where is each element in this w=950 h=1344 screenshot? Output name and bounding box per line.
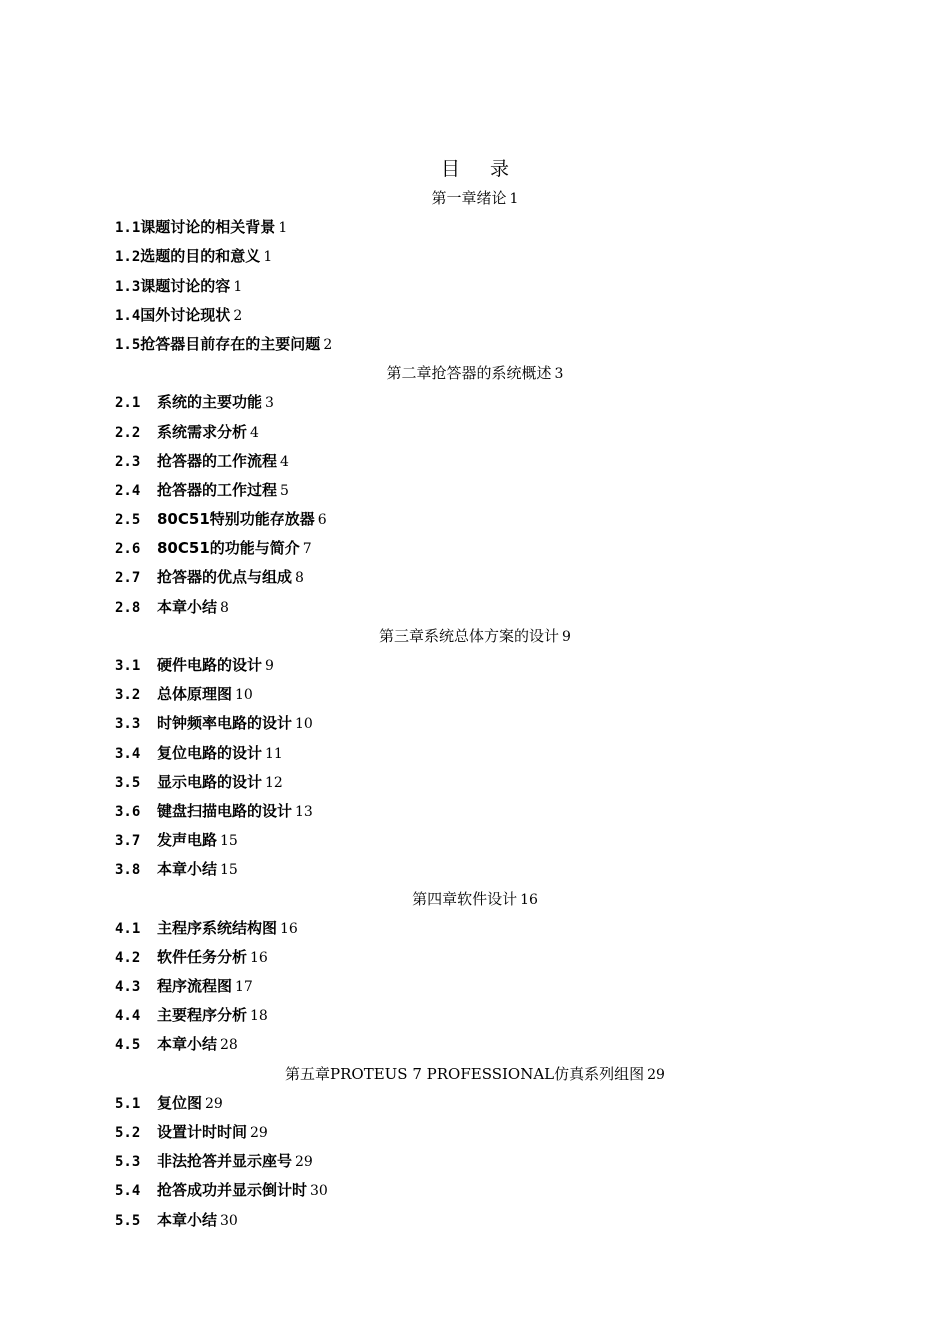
section-title: 抢答器的工作过程 xyxy=(157,480,278,499)
page-number: 16 xyxy=(280,920,298,937)
page-number: 29 xyxy=(205,1095,223,1112)
section-number: 5.4 xyxy=(115,1183,141,1200)
chapter-title: 第二章抢答器的系统概述 xyxy=(386,364,552,383)
page-number: 5 xyxy=(280,482,289,499)
section-number: 3.6 xyxy=(115,803,141,820)
section-title: 设置计时时间 xyxy=(157,1123,248,1141)
toc-section-entry[interactable] xyxy=(0,418,950,447)
toc-section-entry[interactable] xyxy=(0,213,950,242)
toc-section-entry[interactable] xyxy=(0,1176,950,1205)
toc-section-entry[interactable] xyxy=(0,388,950,417)
toc-chapter-entry[interactable] xyxy=(0,359,950,388)
toc-chapter-entry[interactable] xyxy=(0,1060,950,1089)
toc-section-entry[interactable] xyxy=(0,1206,950,1235)
page-number: 9 xyxy=(562,628,571,645)
section-title: 系统的主要功能 xyxy=(157,393,263,412)
section-title: 本章小结 xyxy=(157,1210,218,1229)
section-title: 选题的目的和意义 xyxy=(140,247,261,266)
page-number: 13 xyxy=(295,803,313,820)
section-title: 软件任务分析 xyxy=(157,947,248,966)
section-number: 2.5 xyxy=(115,512,141,529)
page-number: 1 xyxy=(263,249,273,266)
section-number: 3.7 xyxy=(115,833,141,850)
chapter-title: 第五章PROTEUS 7 PROFESSIONAL仿真系列组图 xyxy=(285,1064,645,1083)
chapter-title: 第四章软件设计 xyxy=(412,889,518,908)
section-title: 抢答器的优点与组成 xyxy=(157,568,293,587)
page-number: 12 xyxy=(265,774,283,791)
section-title: 复位电路的设计 xyxy=(157,743,263,762)
page-number: 9 xyxy=(265,658,274,674)
page-number: 8 xyxy=(220,599,229,616)
page-number: 4 xyxy=(250,424,259,441)
toc-chapter-entry[interactable] xyxy=(0,622,950,651)
section-number: 1.2 xyxy=(115,249,141,266)
toc-section-entry[interactable] xyxy=(0,1089,950,1118)
section-number: 5.1 xyxy=(115,1095,141,1112)
section-title: 时钟频率电路的设计 xyxy=(157,714,293,733)
toc-section-entry[interactable] xyxy=(0,680,950,709)
section-number: 1.5 xyxy=(115,336,141,353)
toc-section-entry[interactable] xyxy=(0,1147,950,1176)
section-title: 总体原理图 xyxy=(157,685,233,704)
section-number: 2.8 xyxy=(115,599,141,616)
section-number: 2.6 xyxy=(115,541,141,558)
page-number: 30 xyxy=(220,1212,238,1229)
page-number: 17 xyxy=(235,979,253,996)
toc-section-entry[interactable] xyxy=(0,505,950,534)
chapter-title: 第三章系统总体方案的设计 xyxy=(379,626,560,645)
page-number: 10 xyxy=(295,716,313,733)
section-number: 4.5 xyxy=(115,1037,141,1054)
section-number: 3.1 xyxy=(115,658,141,674)
section-number: 1.3 xyxy=(115,278,141,295)
page-number: 2 xyxy=(323,336,333,353)
toc-section-entry[interactable] xyxy=(0,709,950,738)
section-number: 3.5 xyxy=(115,774,141,791)
section-number: 4.3 xyxy=(115,979,141,996)
toc-section-entry[interactable] xyxy=(0,1001,950,1030)
page-number: 2 xyxy=(233,307,243,324)
toc-section-entry[interactable] xyxy=(0,943,950,972)
section-title: 键盘扫描电路的设计 xyxy=(157,801,293,820)
section-number: 2.2 xyxy=(115,424,141,441)
page-number: 28 xyxy=(220,1037,238,1054)
section-title: 抢答器目前存在的主要问题 xyxy=(140,334,321,353)
page-number: 10 xyxy=(235,687,253,704)
toc-section-entry[interactable] xyxy=(0,1030,950,1059)
section-number: 3.2 xyxy=(115,687,141,704)
toc-section-entry[interactable] xyxy=(0,593,950,622)
toc-section-entry[interactable] xyxy=(0,301,950,330)
page-number: 3 xyxy=(554,366,564,383)
page-number: 30 xyxy=(310,1183,328,1200)
section-title: 抢答器的工作流程 xyxy=(157,451,278,470)
section-title: 本章小结 xyxy=(157,597,218,616)
section-title: 80C51特别功能存放器 xyxy=(157,510,315,529)
page-number: 1 xyxy=(509,191,519,207)
page-number: 29 xyxy=(647,1066,665,1083)
section-number: 4.4 xyxy=(115,1008,141,1025)
section-title: 显示电路的设计 xyxy=(157,772,263,791)
page-number: 1 xyxy=(233,278,243,295)
toc-section-entry[interactable] xyxy=(0,563,950,592)
page-number: 8 xyxy=(295,570,304,587)
section-title: 抢答成功并显示倒计时 xyxy=(157,1181,308,1200)
page-number: 15 xyxy=(220,862,238,879)
section-title: 国外讨论现状 xyxy=(140,305,231,324)
toc-section-entry[interactable] xyxy=(0,272,950,301)
toc-section-entry[interactable] xyxy=(0,855,950,884)
page-number: 29 xyxy=(295,1154,313,1171)
section-number: 1.1 xyxy=(115,220,141,237)
section-title: 程序流程图 xyxy=(157,977,233,996)
section-number: 2.1 xyxy=(115,395,141,412)
page-number: 7 xyxy=(302,541,312,558)
section-title: 硬件电路的设计 xyxy=(157,656,263,674)
section-title: 课题讨论的相关背景 xyxy=(140,218,276,237)
toc-section-entry[interactable] xyxy=(0,447,950,476)
toc-section-entry[interactable] xyxy=(0,534,950,563)
section-title: 本章小结 xyxy=(157,1035,218,1054)
toc-section-entry[interactable] xyxy=(0,476,950,505)
chapter-title: 第一章绪论 xyxy=(431,189,507,207)
page-number: 16 xyxy=(520,891,538,908)
toc-chapter-entry[interactable] xyxy=(0,184,950,213)
toc-section-entry[interactable] xyxy=(0,768,950,797)
page-number: 4 xyxy=(280,453,289,470)
section-title: 课题讨论的容 xyxy=(140,276,231,295)
section-number: 3.4 xyxy=(115,745,141,762)
toc-section-entry[interactable] xyxy=(0,1118,950,1147)
section-number: 2.7 xyxy=(115,570,141,587)
section-title: 非法抢答并显示座号 xyxy=(157,1152,293,1171)
page-number: 15 xyxy=(220,833,238,850)
page-number: 3 xyxy=(265,395,274,412)
section-title: 主程序系统结构图 xyxy=(157,918,278,937)
page-number: 18 xyxy=(250,1008,268,1025)
section-number: 5.3 xyxy=(115,1154,141,1171)
toc-section-entry[interactable] xyxy=(0,330,950,359)
section-number: 2.3 xyxy=(115,453,141,470)
section-number: 2.4 xyxy=(115,482,141,499)
toc-section-entry[interactable] xyxy=(0,826,950,855)
toc-section-entry[interactable] xyxy=(0,972,950,1001)
section-title: 系统需求分析 xyxy=(157,422,248,441)
toc-section-entry[interactable] xyxy=(0,242,950,271)
toc-section-entry[interactable] xyxy=(0,914,950,943)
section-title: 80C51的功能与简介 xyxy=(157,539,300,558)
section-title: 主要程序分析 xyxy=(157,1006,248,1025)
toc-section-entry[interactable] xyxy=(0,739,950,768)
table-of-contents xyxy=(0,184,950,1235)
toc-section-entry[interactable] xyxy=(0,651,950,680)
section-title: 复位图 xyxy=(157,1093,203,1112)
section-number: 5.5 xyxy=(115,1212,141,1229)
page-number: 1 xyxy=(278,220,288,237)
section-number: 3.3 xyxy=(115,716,141,733)
toc-chapter-entry[interactable] xyxy=(0,885,950,914)
toc-title: 目 录 xyxy=(440,158,522,180)
section-number: 3.8 xyxy=(115,862,141,879)
page-number: 29 xyxy=(250,1125,268,1141)
section-number: 1.4 xyxy=(115,307,141,324)
section-number: 5.2 xyxy=(115,1125,141,1141)
page-number: 16 xyxy=(250,949,268,966)
section-title: 本章小结 xyxy=(157,860,218,879)
page-number: 11 xyxy=(265,745,283,762)
page-number: 6 xyxy=(317,512,327,529)
section-number: 4.1 xyxy=(115,920,141,937)
toc-section-entry[interactable] xyxy=(0,797,950,826)
section-title: 发声电路 xyxy=(157,831,218,850)
section-number: 4.2 xyxy=(115,949,141,966)
